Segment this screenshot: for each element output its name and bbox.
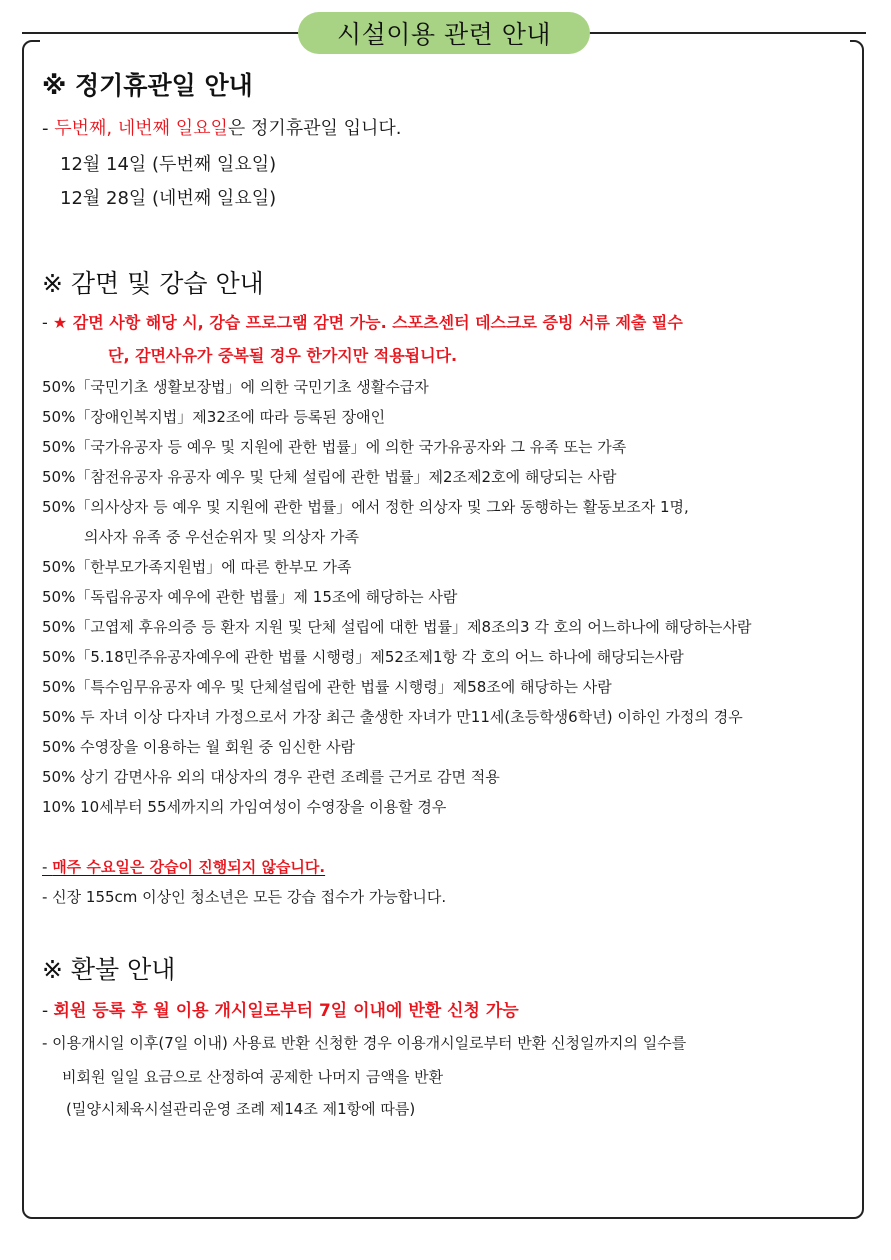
section-heading-holiday: ※ 정기휴관일 안내: [42, 71, 253, 100]
section-heading-refund: ※ 환불 안내: [42, 955, 176, 984]
discount-item: 50%「의사상자 등 예우 및 지원에 관한 법률」에서 정한 의상자 및 그와 동행하는 활동보조자 1명,: [42, 498, 689, 516]
divider: [22, 32, 300, 34]
discount-item: 50%「장애인복지법」제32조에 따라 등록된 장애인: [42, 408, 386, 426]
page-title: 시설이용 관련 안내: [298, 12, 590, 54]
discount-item: 50%「국가유공자 등 예우 및 지원에 관한 법률」에 의한 국가유공자와 그 유족 또는 가족: [42, 438, 627, 456]
height-note: - 신장 155cm 이상인 청소년은 모든 강습 접수가 가능합니다.: [42, 888, 447, 906]
discount-item: 50%「독립유공자 예우에 관한 법률」제 15조에 해당하는 사람: [42, 588, 458, 606]
refund-legal-basis: (밀양시체육시설관리운영 조례 제14조 제1항에 따름): [66, 1100, 416, 1118]
discount-item: 50%「고엽제 후유의증 등 환자 지원 및 단체 설립에 대한 법률」제8조의3 각 호의 어느하나에 해당하는사람: [42, 618, 752, 636]
section-heading-discount: ※ 감면 및 강습 안내: [42, 269, 264, 298]
holiday-date: 12월 14일 (두번째 일요일): [60, 154, 277, 175]
discount-item: 10% 10세부터 55세까지의 가임여성이 수영장을 이용할 경우: [42, 798, 447, 816]
star-icon: ★: [52, 313, 68, 332]
wednesday-notice: - 매주 수요일은 강습이 진행되지 않습니다.: [42, 858, 326, 876]
discount-item: 50% 상기 감면사유 외의 대상자의 경우 관련 조례를 근거로 감면 적용: [42, 768, 500, 786]
discount-notice-2: 단, 감면사유가 중복될 경우 한가지만 적용됩니다.: [108, 346, 458, 365]
divider: [588, 32, 866, 34]
holiday-date: 12월 28일 (네번째 일요일): [60, 188, 277, 209]
discount-item-continued: 의사자 유족 중 우선순위자 및 의상자 가족: [84, 528, 359, 546]
discount-notice: - ★ 감면 사항 해당 시, 강습 프로그램 감면 가능. 스포츠센터 데스크로 증빙 서류 제출 필수: [42, 313, 683, 332]
discount-item: 50% 수영장을 이용하는 월 회원 중 임신한 사람: [42, 738, 356, 756]
discount-item: 50%「특수임무유공자 예우 및 단체설립에 관한 법률 시행령」제58조에 해당하는 사람: [42, 678, 612, 696]
holiday-notice: - 두번째, 네번째 일요일은 정기휴관일 입니다.: [42, 118, 402, 139]
discount-item: 50%「국민기초 생활보장법」에 의한 국민기초 생활수급자: [42, 378, 429, 396]
discount-item: 50%「5.18민주유공자예우에 관한 법률 시행령」제52조제1항 각 호의 어느 하나에 해당되는사람: [42, 648, 684, 666]
refund-detail: - 이용개시일 이후(7일 이내) 사용료 반환 신청한 경우 이용개시일로부터 반환 신청일까지의 일수를: [42, 1034, 687, 1052]
refund-notice: - 회원 등록 후 월 이용 개시일로부터 7일 이내에 반환 신청 가능: [42, 1001, 519, 1021]
discount-item: 50%「한부모가족지원법」에 따른 한부모 가족: [42, 558, 352, 576]
refund-detail-continued: 비회원 일일 요금으로 산정하여 공제한 나머지 금액을 반환: [62, 1068, 444, 1086]
discount-item: 50% 두 자녀 이상 다자녀 가정으로서 가장 최근 출생한 자녀가 만11세(초등학생6학년) 이하인 가정의 경우: [42, 708, 743, 726]
discount-item: 50%「참전유공자 유공자 예우 및 단체 설립에 관한 법률」제2조제2호에 해당되는 사람: [42, 468, 617, 486]
